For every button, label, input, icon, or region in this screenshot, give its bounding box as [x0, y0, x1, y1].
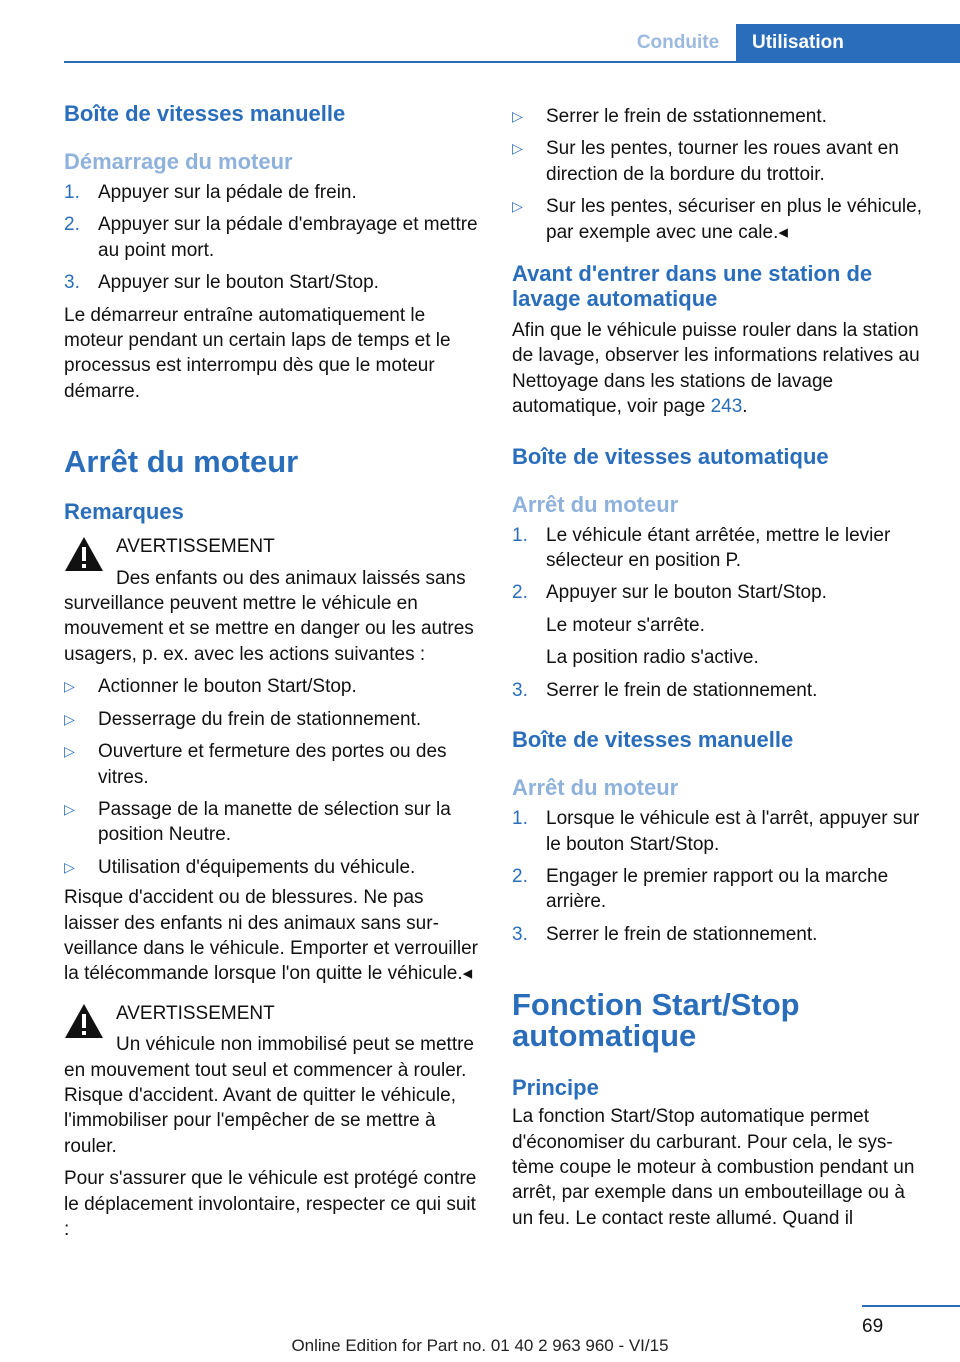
step-number: 1.	[512, 524, 528, 546]
list-item	[64, 270, 478, 295]
arret-manuelle-steps	[512, 806, 926, 947]
warning-triangle-icon	[64, 536, 104, 572]
heading-principe: Principe	[512, 1075, 599, 1101]
warning-block-1	[64, 534, 478, 559]
list-item-text: Passage de la manette de sélection sur la position Neutre.	[98, 798, 451, 846]
heading-fonction-start-stop: Fonction Start/Stop automatique	[512, 987, 800, 1054]
triangle-bullet-icon: ▷	[64, 800, 75, 817]
triangle-bullet-icon: ▷	[512, 108, 523, 124]
heading-boite-manuelle: Boîte de vitesses manuelle	[64, 101, 346, 126]
page-number: 69	[862, 1316, 884, 1337]
list-item	[512, 580, 926, 670]
step-text: Appuyer sur le bouton Start/Stop.	[546, 582, 827, 604]
step-text: Appuyer sur la pédale de frein.	[98, 182, 357, 203]
list-item	[512, 194, 926, 245]
step-text: Appuyer sur la pédale d'embrayage et mettre au point mort.	[98, 214, 478, 261]
list-item-text: Utilisation d'équipements du véhicule.	[98, 856, 416, 878]
list-item-text: Sur les pentes, tourner les roues avant en direction de la bordure du trottoir.	[546, 138, 899, 185]
heading-arret-auto: Arrêt du moteur	[512, 491, 679, 517]
paragraph-demarreur: Le démarreur entraîne automatiquement le moteur pendant un certain laps de temps et le processus est interrompu dès que le moteur démarre.	[64, 304, 451, 402]
list-item	[64, 212, 478, 263]
list-item	[512, 806, 926, 857]
list-item	[512, 523, 926, 574]
arret-auto-steps	[512, 523, 926, 703]
list-item	[512, 104, 926, 129]
triangle-bullet-icon: ▷	[64, 858, 75, 875]
heading-lavage: Avant d'entrer dans une station de lavage automatique	[512, 261, 873, 312]
step-sub-text: La position radio s'active.	[546, 647, 759, 669]
step-text: Engager le premier rapport ou la marche arrière.	[546, 865, 889, 913]
heading-arret-moteur: Arrêt du moteur	[64, 444, 299, 480]
heading-boite-auto: Boîte de vitesses automatique	[512, 443, 829, 469]
list-item-text: Sur les pentes, sécuriser en plus le véhicule, par exemple avec une cale.◂	[546, 196, 922, 243]
step-text: Serrer le frein de stationnement.	[546, 679, 818, 701]
footer-edition: Online Edition for Part no. 01 40 2 963 960 - VI/15	[291, 1336, 669, 1355]
tab-conduite[interactable]: Conduite	[636, 32, 720, 53]
step-number: 3.	[512, 923, 528, 945]
list-item	[512, 864, 926, 915]
list-item	[64, 797, 478, 848]
demarrage-steps	[64, 180, 478, 296]
footer-rule	[862, 1305, 960, 1307]
step-number: 3.	[512, 679, 528, 701]
immobilisation-list	[512, 104, 926, 245]
step-number: 1.	[512, 808, 528, 830]
header-rule	[64, 61, 960, 63]
warning-text: Des enfants ou des animaux laissés sans surveillance peuvent mettre le véhicule en mouvement et se mettre en danger ou les autres usagers, p. ex. avec les actions suivantes :	[64, 567, 474, 665]
triangle-bullet-icon: ▷	[512, 198, 523, 215]
list-item	[64, 855, 478, 880]
heading-remarques: Remarques	[64, 499, 184, 525]
heading-demarrage: Démarrage du moteur	[64, 149, 293, 174]
triangle-bullet-icon: ▷	[64, 743, 75, 760]
triangle-bullet-icon: ▷	[512, 140, 523, 157]
step-number: 2.	[512, 865, 528, 887]
step-text: Le véhicule étant arrêtée, mettre le levier sélecteur en position P.	[546, 524, 891, 572]
list-item	[64, 707, 478, 732]
step-number: 2.	[64, 214, 80, 236]
list-item	[512, 678, 926, 703]
list-item	[512, 922, 926, 947]
right-column	[512, 100, 926, 1231]
step-number: 3.	[64, 272, 80, 294]
left-column	[64, 100, 478, 1242]
paragraph-lavage	[512, 318, 926, 420]
heading-arret-manuelle: Arrêt du moteur	[512, 775, 679, 801]
list-item	[64, 180, 478, 205]
list-item-text: Desserrage du frein de stationnement.	[98, 708, 422, 730]
warning-block-2	[64, 1001, 478, 1026]
triangle-bullet-icon: ▷	[64, 678, 75, 695]
paragraph-lavage-end: .	[742, 396, 748, 418]
warning-title: AVERTISSEMENT	[116, 1002, 275, 1024]
paragraph-pour: Pour s'assurer que le véhicule est protégé contre le déplacement involontaire, respecter ce qui suit :	[64, 1168, 477, 1240]
list-item-text: Ouverture et fermeture des portes ou des vitres.	[98, 741, 447, 788]
warning-title: AVERTISSEMENT	[116, 536, 275, 558]
list-item	[64, 739, 478, 790]
paragraph-principe: La fonction Start/Stop automatique permet d'économiser du carburant. Pour cela, le système coupe le moteur à combustion pendant un arrêt, par exemple dans un embouteillage ou à un feu. Le contact reste allumé. Quand il	[512, 1106, 915, 1229]
warning-consequence: Risque d'accident ou de blessures. Ne pas laisser des enfants ni des animaux sans surveillance dans le véhicule. Emporter et verrouiller la télécommande lorsque l'on quitte le véhicule.◂	[64, 887, 478, 985]
list-item	[64, 674, 478, 699]
list-item-text: Serrer le frein de sstationnement.	[546, 106, 827, 127]
step-sub-text: Le moteur s'arrête.	[546, 614, 705, 636]
list-item-text: Actionner le bouton Start/Stop.	[98, 676, 357, 698]
step-text: Lorsque le véhicule est à l'arrêt, appuyer sur le bouton Start/Stop.	[546, 808, 920, 855]
paragraph-lavage-text: Afin que le véhicule puisse rouler dans la station de lavage, observer les informations relatives au Nettoyage dans les stations de lavage automatique, voir page	[512, 320, 920, 418]
list-item	[512, 136, 926, 187]
warning-text: Un véhicule non immobilisé peut se mettre en mouvement tout seul et commencer à rouler. Risque d'accident. Avant de quitter le véhicule, l'immobiliser pour l'empêcher de se mettre à rouler.	[64, 1034, 475, 1157]
heading-boite-manuelle-2: Boîte de vitesses manuelle	[512, 727, 794, 753]
step-text: Serrer le frein de stationnement.	[546, 923, 818, 945]
triangle-bullet-icon: ▷	[64, 710, 75, 727]
step-number: 1.	[64, 182, 80, 203]
warning-list	[64, 674, 478, 880]
page-header	[0, 0, 960, 62]
step-text: Appuyer sur le bouton Start/Stop.	[98, 272, 379, 294]
tab-utilisation[interactable]: Utilisation	[736, 24, 960, 61]
page-link-243[interactable]: 243	[710, 396, 743, 418]
step-number: 2.	[512, 582, 528, 604]
warning-triangle-icon	[64, 1003, 104, 1039]
